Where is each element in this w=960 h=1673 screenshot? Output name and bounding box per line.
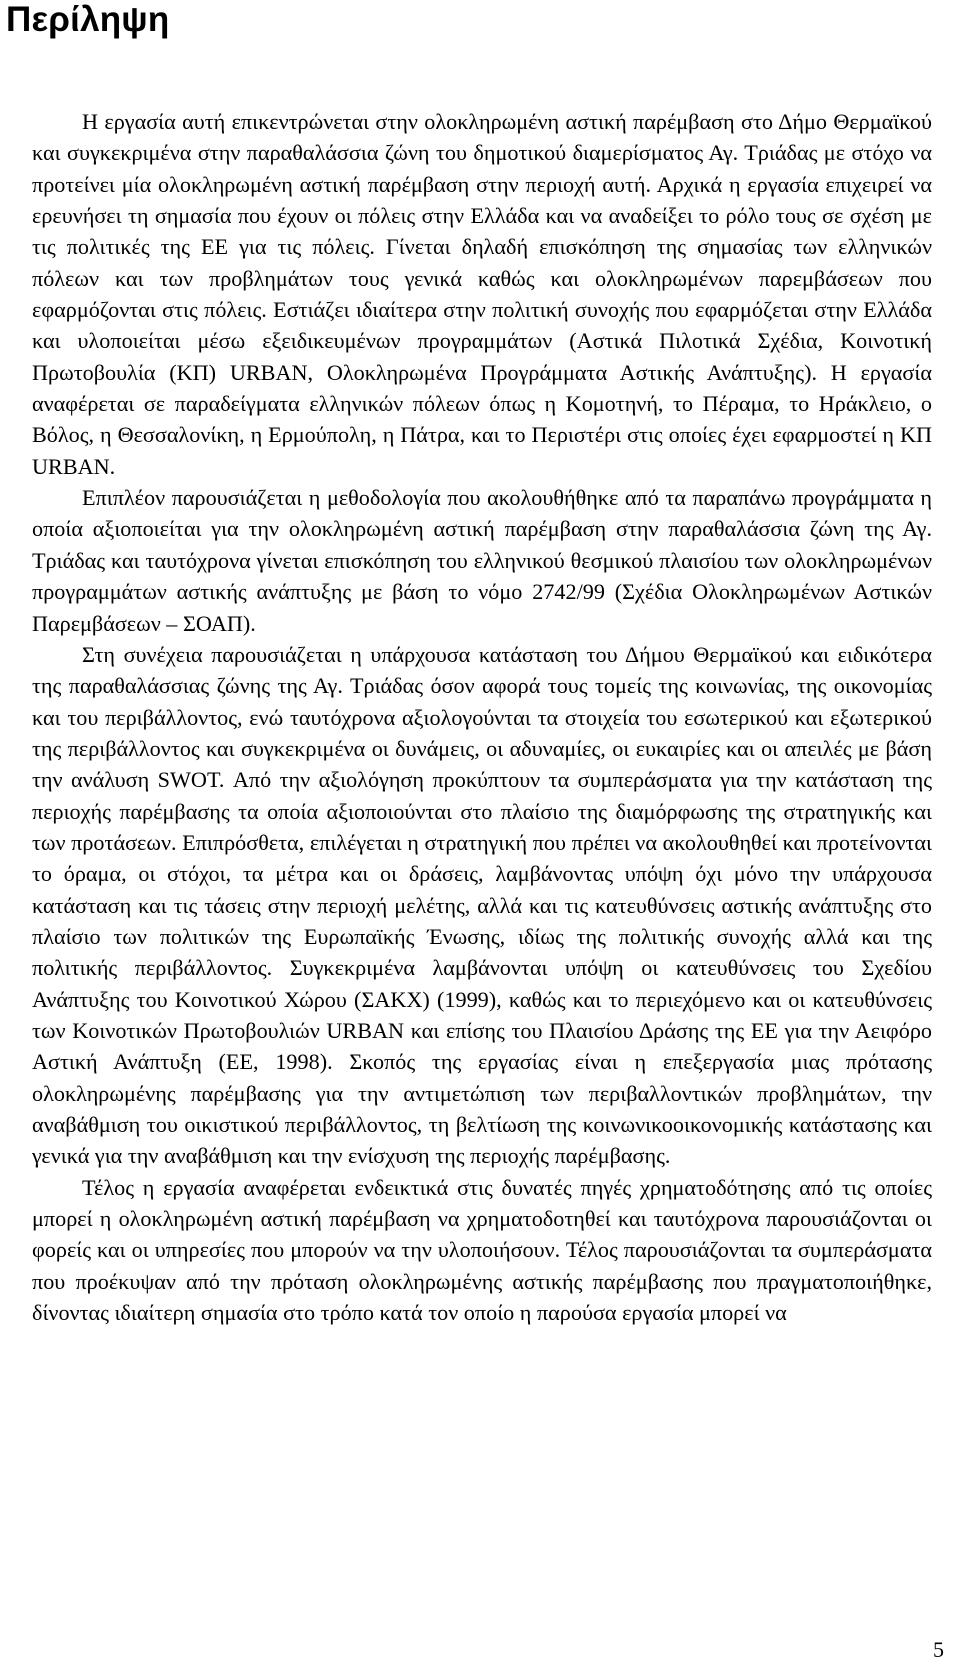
paragraph-methodology: Επιπλέον παρουσιάζεται η μεθοδολογία που ακολουθήθηκε από τα παραπάνω προγράμματα η οποία αξιοποιείται για την ολοκληρωμένη αστική παρέμβαση στην παραθαλάσσια ζώνη της Αγ. Τριάδας και ταυτόχρονα γίνεται επισκόπηση του ελληνικού θεσμικού πλαισίου των ολοκληρωμένων προγραμμάτων αστικής ανάπτυξης με βάση το νόμο 2742/99 (Σχέδια Ολοκληρωμένων Αστικών Παρεμβάσεων – ΣΟΑΠ). [32,485,932,636]
page-title: Περίληψη [6,0,170,39]
page-number: 5 [933,1637,944,1662]
paragraph-conclusion: Τέλος η εργασία αναφέρεται ενδεικτικά στις δυνατές πηγές χρηματοδότησης από τις οποίες μπορεί η ολοκληρωμένη αστική παρέμβαση να χρηματοδοτηθεί και ταυτόχρονα παρουσιάζονται οι φορείς και οι υπηρεσίες που μπορούν να την υλοποιήσουν. Τέλος παρουσιάζονται τα συμπεράσματα που προέκυψαν από την πρόταση ολοκληρωμένης αστικής παρέμβασης που πραγματοποιήθηκε, δίνοντας ιδιαίτερη σημασία στο τρόπο κατά τον οποίο η παρούσα εργασία μπορεί να [32,1174,932,1326]
paragraph-current-state: Στη συνέχεια παρουσιάζεται η υπάρχουσα κατάσταση του Δήμου Θερμαϊκού και ειδικότερα της παραθαλάσσιας ζώνης της Αγ. Τριάδας όσον αφορά τους τομείς της κοινωνίας, της οικονομίας και του περιβάλλοντος, ενώ ταυτόχρονα αξιολογούνται τα στοιχεία του εσωτερικού και εξωτερικού της περιβάλλοντος και συγκεκριμένα οι δυνάμεις, οι αδυναμίες, οι ευκαιρίες και οι απειλές με βάση την ανάλυση SWOT. Από την αξιολόγηση προκύπτουν τα συμπεράσματα για την κατάσταση της περιοχής παρέμβασης τα οποία αξιοποιούνται στο πλαίσιο της διαμόρφωσης της στρατηγικής και των προτάσεων. Επιπρόσθετα, επιλέγεται η στρατηγική που πρέπει να ακολουθηθεί και προτείνονται το όραμα, οι στόχοι, τα μέτρα και οι δράσεις, λαμβάνοντας υπόψη όχι μόνο την υπάρχουσα κατάσταση και τις τάσεις στην περιοχή μελέτης, αλλά και τις κατευθύνσεις αστικής ανάπτυξης στο πλαίσιο των πολιτικών της Ευρωπαϊκής Ένωσης, ιδίως της πολιτικής συνοχής αλλά και της πολιτικής περιβάλλοντος. Συγκεκριμένα λαμβάνονται υπόψη οι κατευθύνσεις του Σχεδίου Ανάπτυξης του Κοινοτικού Χώρου (ΣΑΚΧ) (1999), καθώς και το περιεχόμενο και οι κατευθύνσεις των Κοινοτικών Πρωτοβουλιών URBAN και επίσης του Πλαισίου Δράσης της ΕΕ για την Αειφόρο Αστική Ανάπτυξη (ΕΕ, 1998). Σκοπός της εργασίας είναι η επεξεργασία μιας πρότασης ολοκληρωμένης παρέμβασης για την αντιμετώπιση των περιβαλλοντικών προβλημάτων, την αναβάθμιση του οικιστικού περιβάλλοντος, τη βελτίωση της κοινωνικοοικονομικής κατάστασης και γενικά για την αναβάθμιση και την ενίσχυση της περιοχής παρέμβασης. [32,641,932,1169]
paragraph-intro: Η εργασία αυτή επικεντρώνεται στην ολοκληρωμένη αστική παρέμβαση στο Δήμο Θερμαϊκού και συγκεκριμένα στην παραθαλάσσια ζώνη του δημοτικού διαμερίσματος Αγ. Τριάδας με στόχο να προτείνει μία ολοκληρωμένη αστική παρέμβαση στην περιοχή αυτή. Αρχικά η εργασία επιχειρεί να ερευνήσει τη σημασία που έχουν οι πόλεις στην Ελλάδα και να αναδείξει το ρόλο τους σε σχέση με τις πολιτικές της ΕΕ για τις πόλεις. Γίνεται δηλαδή επισκόπηση της σημασίας των ελληνικών πόλεων και των προβλημάτων τους γενικά καθώς και ολοκληρωμένων παρεμβάσεων που εφαρμόζονται στις πόλεις. Εστιάζει ιδιαίτερα στην πολιτική συνοχής που εφαρμόζεται στην Ελλάδα και υλοποιείται μέσω εξειδικευμένων προγραμμάτων (Αστικά Πιλοτικά Σχέδια, Κοινοτική Πρωτοβουλία (ΚΠ) URBAN, Ολοκληρωμένα Προγράμματα Αστικής Ανάπτυξης). Η εργασία αναφέρεται σε παραδείγματα ελληνικών πόλεων όπως η Κομοτηνή, το Πέραμα, το Ηράκλειο, ο Βόλος, η Θεσσαλονίκη, η Ερμούπολη, η Πάτρα, και το Περιστέρι στις οποίες έχει εφαρμοστεί η ΚΠ URBAN. [32,109,932,479]
abstract-body [32,106,932,1328]
